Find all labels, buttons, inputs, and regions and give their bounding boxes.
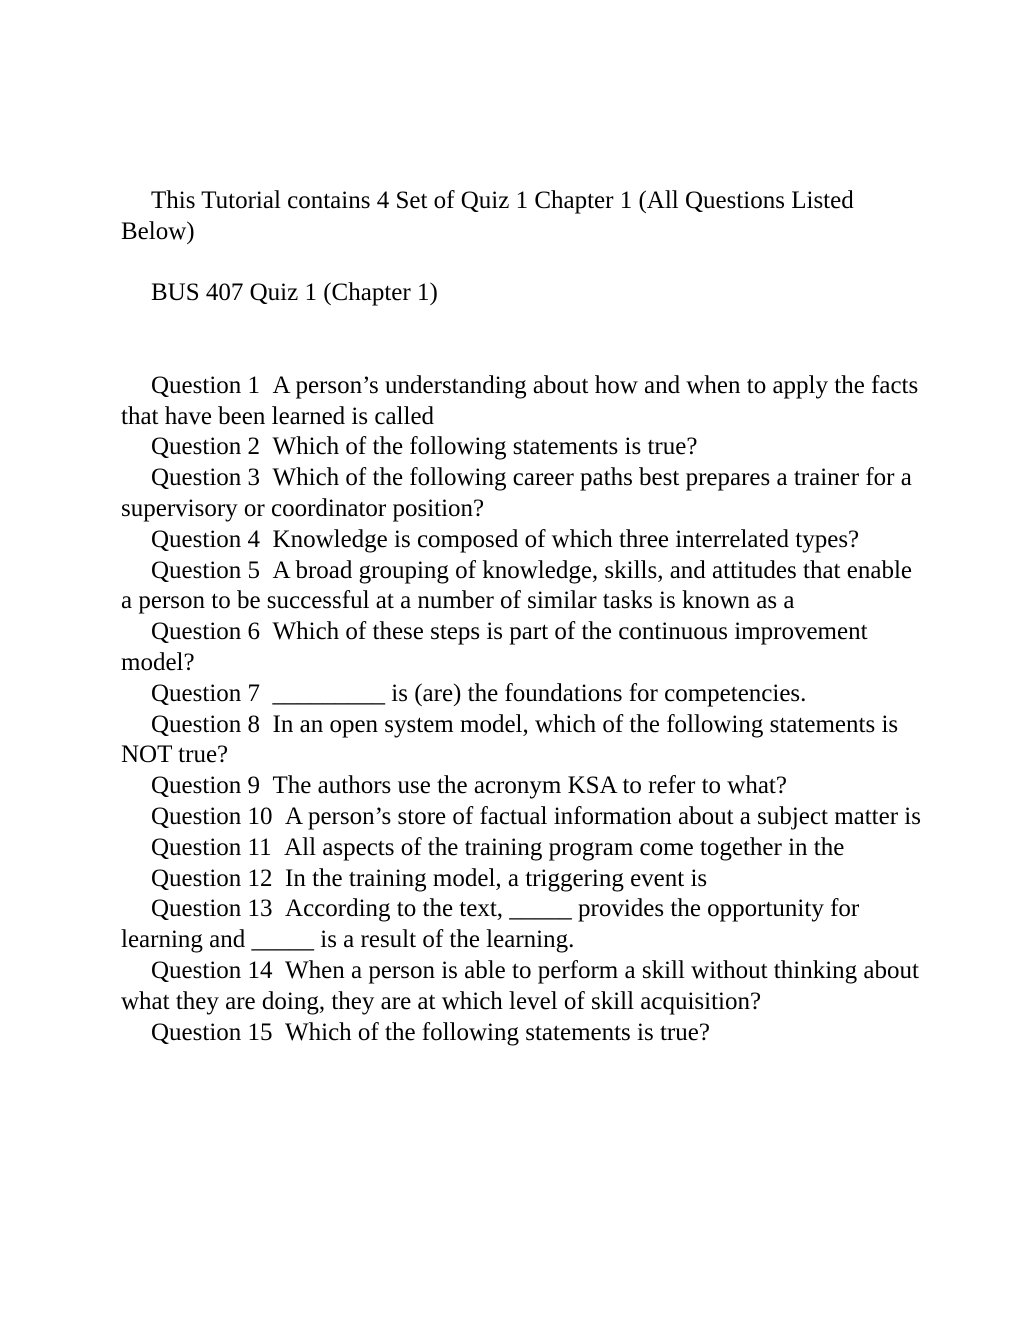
question-item bbox=[121, 679, 921, 710]
intro-paragraph: This Tutorial contains 4 Set of Quiz 1 Chapter 1 (All Questions Listed Below) bbox=[121, 187, 854, 245]
quiz-heading: BUS 407 Quiz 1 (Chapter 1) bbox=[151, 279, 438, 307]
question-text: A broad grouping of knowledge, skills, and attitudes that enable a person to be successful at a number of similar tasks is known as a bbox=[121, 556, 912, 615]
question-label: Question 12 bbox=[151, 864, 273, 892]
question-label: Question 9 bbox=[151, 772, 261, 800]
question-text: _________ is (are) the foundations for competencies. bbox=[272, 679, 807, 707]
question-text: A person’s understanding about how and when to apply the facts that have been learned is called bbox=[121, 371, 919, 430]
question-label: Question 7 bbox=[151, 679, 261, 707]
question-item bbox=[121, 771, 921, 802]
question-item bbox=[121, 956, 921, 1018]
question-text: Knowledge is composed of which three interrelated types? bbox=[272, 525, 860, 553]
question-label: Question 15 bbox=[151, 1018, 273, 1046]
question-item bbox=[121, 802, 921, 833]
question-text: Which of the following career paths best prepares a trainer for a supervisory or coordinator position? bbox=[121, 464, 912, 522]
question-item bbox=[121, 710, 921, 772]
spacer bbox=[121, 248, 921, 279]
question-item bbox=[121, 1018, 921, 1049]
question-item bbox=[121, 894, 921, 956]
question-item bbox=[121, 371, 921, 433]
question-label: Question 4 bbox=[151, 525, 261, 553]
question-item bbox=[121, 833, 921, 864]
question-text: In the training model, a triggering event is bbox=[285, 864, 708, 892]
question-list bbox=[121, 371, 921, 1049]
question-label: Question 6 bbox=[151, 618, 261, 646]
question-text: A person’s store of factual information about a subject matter is bbox=[285, 802, 921, 830]
question-text: In an open system model, which of the following statements is NOT true? bbox=[121, 710, 899, 769]
question-label: Question 5 bbox=[151, 556, 261, 584]
question-label: Question 8 bbox=[151, 710, 261, 738]
spacer bbox=[121, 309, 921, 371]
question-label: Question 3 bbox=[151, 464, 261, 492]
question-text: All aspects of the training program come together in the bbox=[284, 833, 845, 861]
question-label: Question 2 bbox=[151, 433, 261, 461]
question-label: Question 13 bbox=[151, 895, 273, 923]
document-body bbox=[121, 186, 921, 1048]
question-text: The authors use the acronym KSA to refer to what? bbox=[272, 772, 787, 800]
question-label: Question 1 bbox=[151, 371, 261, 399]
question-item bbox=[121, 525, 921, 556]
question-label: Question 11 bbox=[151, 833, 272, 861]
question-label: Question 10 bbox=[151, 802, 273, 830]
question-text: Which of these steps is part of the continuous improvement model? bbox=[121, 618, 868, 676]
question-text: Which of the following statements is true? bbox=[272, 433, 698, 461]
question-item bbox=[121, 617, 921, 679]
question-text: When a person is able to perform a skill without thinking about what they are doing, they are at which level of skill acquisition? bbox=[121, 956, 919, 1015]
question-item bbox=[121, 864, 921, 895]
question-text: According to the text, _____ provides the opportunity for learning and _____ is a result of the learning. bbox=[121, 895, 860, 954]
question-item bbox=[121, 556, 921, 618]
question-item bbox=[121, 463, 921, 525]
question-item bbox=[121, 432, 921, 463]
question-label: Question 14 bbox=[151, 956, 273, 984]
question-text: Which of the following statements is true? bbox=[285, 1018, 710, 1046]
